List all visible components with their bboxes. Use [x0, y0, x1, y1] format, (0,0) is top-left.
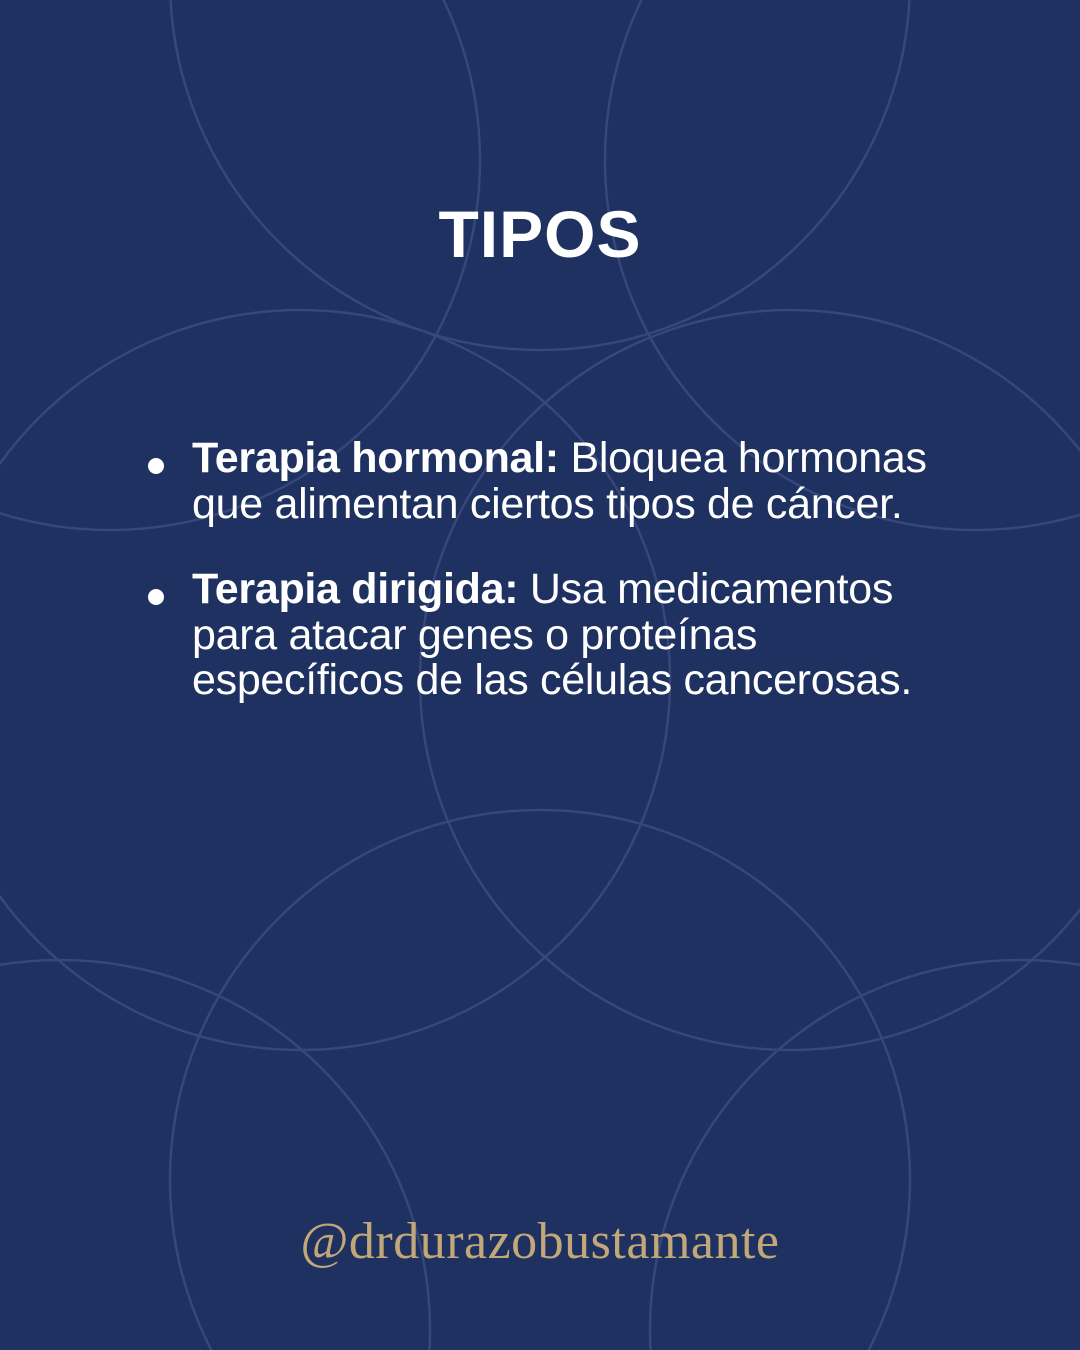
account-handle: @drdurazobustamante [300, 1213, 780, 1270]
list-item [148, 567, 938, 704]
bullet-lead: Terapia dirigida: [192, 565, 519, 614]
bullet-dot-icon [148, 458, 164, 474]
bullet-body: Bloquea hormonas que alimentan ciertos tipos de cáncer. [192, 434, 927, 528]
bullet-lead: Terapia hormonal: [192, 434, 559, 482]
list-item [148, 436, 938, 527]
page-title: TIPOS [438, 197, 642, 271]
bullet-text [192, 567, 938, 704]
bullet-list [148, 436, 938, 744]
bullet-dot-icon [148, 589, 164, 605]
bullet-text [192, 436, 938, 527]
bullet-body: Usa medicamentos para atacar genes o proteínas específicos de las células cancerosas. [192, 565, 912, 705]
